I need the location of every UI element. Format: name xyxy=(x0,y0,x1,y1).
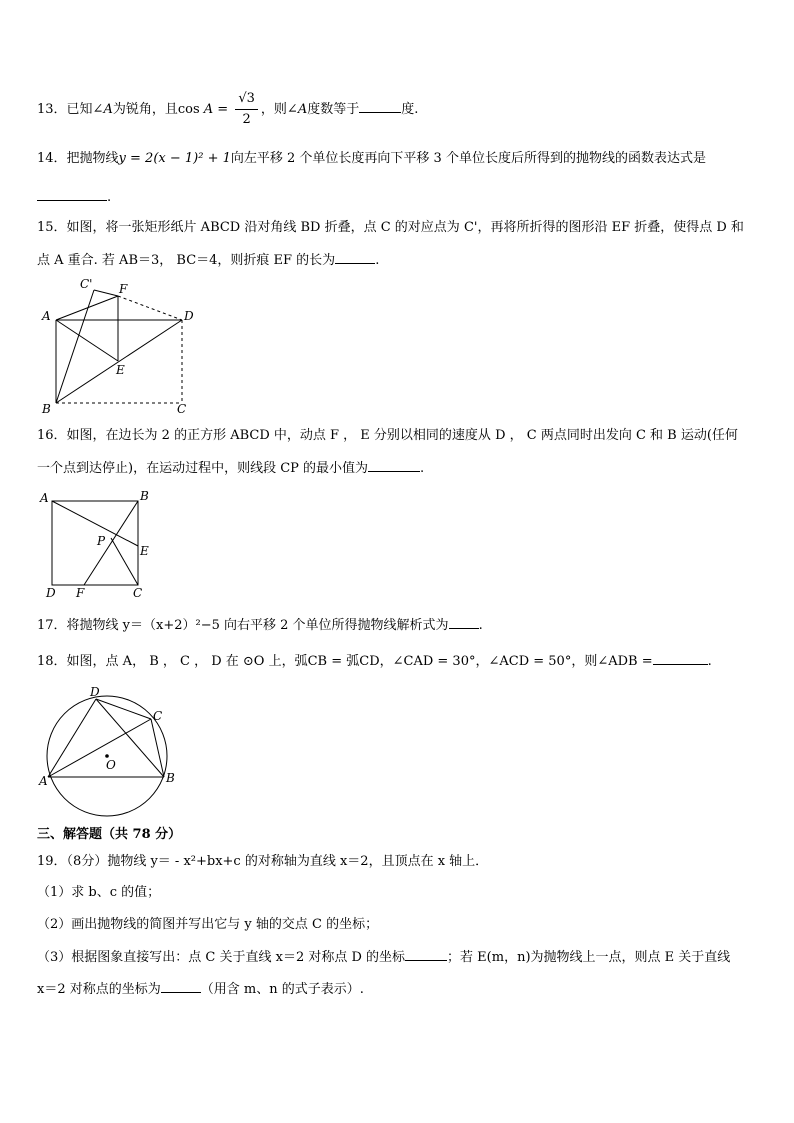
q16-label-b: B xyxy=(140,489,149,503)
q14-prefix: 14．把抛物线 xyxy=(37,151,119,166)
q13-denominator: 2 xyxy=(242,112,251,127)
q14-text: 向左平移 2 个单位长度再向下平移 3 个单位长度后所得到的抛物线的函数表达式是 xyxy=(230,151,706,166)
q16-label-a: A xyxy=(40,491,49,505)
q18-label-o: O xyxy=(106,758,116,772)
q19-part3-c: x＝2 对称点的坐标为 xyxy=(37,982,161,997)
q13-prefix: 13．已知∠ xyxy=(37,102,104,117)
q16-text-line1: 16．如图，在边长为 2 的正方形 ABCD 中，动点 F ， E 分别以相同的速度从 D ， C 两点同时出发向 C 和 B 运动(任何 xyxy=(37,428,738,443)
q18-end: . xyxy=(707,654,712,669)
q16-label-d: D xyxy=(46,586,56,600)
q14-formula: y = 2(x − 1)² + 1 xyxy=(118,151,231,166)
q19-blank-d-coord[interactable] xyxy=(405,946,447,961)
q13-tail: 度数等于 xyxy=(307,102,360,117)
q17-text: 17．将抛物线 y＝（x+2）²−5 向右平移 2 个单位所得抛物线解析式为 xyxy=(37,618,449,633)
q16-label-f: F xyxy=(76,586,85,600)
q16-text-line2: 一个点到达停止)，在运动过程中，则线段 CP 的最小值为 xyxy=(37,461,369,476)
q19-blank-e-sym[interactable] xyxy=(161,978,201,993)
q15-label-e: E xyxy=(116,363,125,377)
q13-unit: 度. xyxy=(401,102,419,117)
q19-part3-line2 xyxy=(37,978,364,999)
q13-numerator: √3 xyxy=(235,89,258,110)
q15-end: . xyxy=(375,253,380,268)
q18-label-c: C xyxy=(153,709,163,723)
q16-label-p: P xyxy=(97,534,106,548)
q19-part2: （2）画出抛物线的简图并写出它与 y 轴的交点 C 的坐标； xyxy=(37,917,379,932)
q19-part3-line1 xyxy=(37,946,730,967)
q15-label-a: A xyxy=(42,309,51,323)
section3-title: 三、解答题（共 78 分） xyxy=(37,827,182,842)
q13-var-a: A xyxy=(103,102,113,117)
q13-after: ，则∠ xyxy=(260,102,298,117)
q18-text: 18．如图，点 A， B ， C ， D 在 ⊙O 上，弧CB = 弧CD，∠CAD = 30°，∠ACD = 50°，则∠ADB = xyxy=(37,654,653,669)
q18-chord-ac xyxy=(48,719,151,777)
q16-end: . xyxy=(420,461,425,476)
q18-label-d: D xyxy=(90,685,100,699)
q19-part3-a: （3）根据图象直接写出：点 C 关于直线 x＝2 对称点 D 的坐标 xyxy=(37,950,406,965)
q15-label-c-prime: C' xyxy=(80,277,93,291)
q18-label-b: B xyxy=(166,771,175,785)
q14-end: . xyxy=(107,190,112,205)
q13-eq: = xyxy=(217,102,229,117)
q16-label-e: E xyxy=(140,544,149,558)
q19-part3-b: ；若 E(m，n)为抛物线上一点，则点 E 关于直线 xyxy=(447,950,731,965)
q15-label-d: D xyxy=(184,309,194,323)
q13-mid: 为锐角，且 xyxy=(112,102,178,117)
q15-text-line1: 15．如图，将一张矩形纸片 ABCD 沿对角线 BD 折叠，点 C 的对应点为 C'，再将所折得的图形沿 EF 折叠，使得点 D 和 xyxy=(37,220,744,235)
q17-end: . xyxy=(478,618,483,633)
q16-label-c: C xyxy=(133,586,143,600)
q18-label-a: A xyxy=(39,774,48,788)
q13-var-a3: A xyxy=(297,102,308,117)
q19-stem: 19．（8分）抛物线 y＝ - x²+bx+c 的对称轴为直线 x＝2，且顶点在 x 轴上． xyxy=(37,854,489,869)
q13-cos: cos xyxy=(177,102,200,117)
q15-label-c: C xyxy=(177,402,187,416)
q15-text-line2: 点 A 重合. 若 AB＝3， BC＝4，则折痕 EF 的长为 xyxy=(37,253,336,268)
q15-label-f: F xyxy=(119,282,128,296)
q18-chord-ad xyxy=(48,699,96,777)
q15-label-b: B xyxy=(42,402,51,416)
q19-part1: （1）求 b、c 的值； xyxy=(37,885,161,900)
q19-part3-d: （用含 m、n 的式子表示）. xyxy=(200,982,364,997)
q18-chord-cb xyxy=(151,719,164,777)
q13-var-a2: A xyxy=(203,102,214,117)
